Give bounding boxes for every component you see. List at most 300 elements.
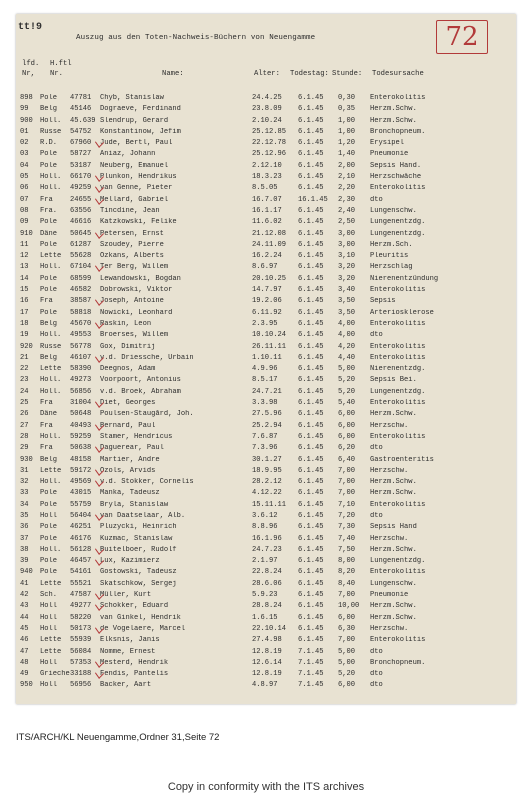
row-cause: Herzschw. <box>370 421 409 430</box>
row-cause: Lungenschw. <box>370 579 417 588</box>
row-name: Mellard, Gabriel <box>100 195 169 204</box>
header-nr: Nr, <box>22 70 35 78</box>
row-prisoner-number: 46251 <box>70 523 92 532</box>
row-death-date: 6.1.45 <box>298 297 324 306</box>
table-row <box>20 139 512 150</box>
row-nationality: Pole <box>40 568 58 577</box>
row-cause: Herzm.Schw. <box>370 489 417 498</box>
row-birth-date: 24.7.23 <box>252 545 282 554</box>
row-lfd: 15 <box>20 286 29 295</box>
row-death-date: 6.1.45 <box>298 410 324 419</box>
table-row <box>20 376 512 387</box>
table-row <box>20 501 512 512</box>
header-hftl: H.ftl <box>50 60 72 68</box>
row-name: Nowicki, Leonhard <box>100 308 173 317</box>
row-time: 0,30 <box>338 94 356 102</box>
row-cause: Herzschw. <box>370 534 409 543</box>
row-cause: Herzschw. <box>370 624 409 633</box>
row-death-date: 6.1.45 <box>298 636 324 645</box>
table-row <box>20 162 512 173</box>
row-name: Gostowski, Tadeusz <box>100 568 177 577</box>
row-prisoner-number: 31004 <box>70 399 92 408</box>
row-name: Lux, Kazimierz <box>100 557 160 566</box>
row-prisoner-number: 56128 <box>70 545 92 554</box>
table-row <box>20 523 512 534</box>
row-cause: Pneumonie <box>370 591 409 600</box>
table-row <box>20 343 512 354</box>
row-nationality: Fra <box>40 421 53 430</box>
table-row <box>20 444 512 455</box>
row-birth-date: 22.10.14 <box>252 624 287 633</box>
row-name: Petersen, Ernst <box>100 229 164 238</box>
row-cause: dto <box>370 331 383 340</box>
row-time: 6,00 <box>338 421 356 430</box>
row-lfd: 14 <box>20 274 29 283</box>
header-name: Name: <box>162 70 184 78</box>
row-time: 10,00 <box>338 602 360 611</box>
row-nationality: Fra <box>40 297 53 306</box>
row-cause: Lungenentzdg. <box>370 557 426 566</box>
table-row <box>20 636 512 647</box>
table-row <box>20 128 512 139</box>
row-prisoner-number: 45.639 <box>70 116 96 125</box>
table-row <box>20 478 512 489</box>
table-row <box>20 320 512 331</box>
table-row <box>20 557 512 568</box>
row-lfd: 48 <box>20 658 29 667</box>
row-prisoner-number: 49569 <box>70 478 92 487</box>
row-lfd: 04 <box>20 161 29 170</box>
row-name: Chyb, Stanislaw <box>100 94 164 102</box>
row-cause: Nierenentzdg. <box>370 365 426 374</box>
row-lfd: 36 <box>20 523 29 532</box>
row-lfd: 920 <box>20 342 33 351</box>
row-prisoner-number: 53187 <box>70 161 92 170</box>
row-birth-date: 24.11.09 <box>252 240 287 249</box>
row-time: 6,30 <box>338 624 356 633</box>
row-prisoner-number: 49553 <box>70 331 92 340</box>
row-birth-date: 16.7.07 <box>252 195 282 204</box>
row-nationality: Lette <box>40 647 62 656</box>
row-birth-date: 25.2.94 <box>252 421 282 430</box>
row-cause: Herzm.Schw. <box>370 410 417 419</box>
row-time: 6,40 <box>338 455 356 464</box>
row-nationality: Holl <box>40 624 58 633</box>
row-name: Jude, Bertl, Paul <box>100 139 173 148</box>
row-time: 7,30 <box>338 523 356 532</box>
row-lfd: 09 <box>20 218 29 227</box>
row-name: Diet, Georges <box>100 399 156 408</box>
row-name: Elksnis, Janis <box>100 636 160 645</box>
row-prisoner-number: 49277 <box>70 602 92 611</box>
row-nationality: Belg <box>40 455 58 464</box>
row-lfd: 34 <box>20 500 29 509</box>
row-time: 8,00 <box>338 557 356 566</box>
table-row <box>20 117 512 128</box>
row-birth-date: 28.6.06 <box>252 579 282 588</box>
table-row <box>20 184 512 195</box>
row-birth-date: 28.8.24 <box>252 602 282 611</box>
row-birth-date: 10.10.24 <box>252 331 287 340</box>
row-lfd: 06 <box>20 184 29 193</box>
row-death-date: 6.1.45 <box>298 466 324 475</box>
row-cause: Herzm.Schw. <box>370 116 417 125</box>
row-lfd: 33 <box>20 489 29 498</box>
table-row <box>20 297 512 308</box>
row-prisoner-number: 47587 <box>70 591 92 600</box>
row-nationality: Holl. <box>40 432 62 441</box>
row-nationality: Holl <box>40 681 58 690</box>
row-birth-date: 8.5.05 <box>252 184 278 193</box>
table-row <box>20 365 512 376</box>
table-row <box>20 681 512 692</box>
row-cause: Gastroenteritis <box>370 455 434 464</box>
row-cause: Herzm.Sch. <box>370 240 413 249</box>
row-cause: Herzm.Schw. <box>370 602 417 611</box>
row-name: Slendrup, Gerard <box>100 116 169 125</box>
row-name: Bryla, Stanislaw <box>100 500 169 509</box>
row-birth-date: 16.1.17 <box>252 206 282 215</box>
table-row <box>20 275 512 286</box>
row-cause: Bronchopneum. <box>370 658 426 667</box>
row-time: 5,40 <box>338 399 356 408</box>
row-lfd: 49 <box>20 670 29 679</box>
row-birth-date: 24.7.21 <box>252 387 282 396</box>
row-nationality: Holl. <box>40 387 62 396</box>
row-name: Backer, Aart <box>100 681 152 690</box>
row-time: 3,20 <box>338 274 356 283</box>
copy-footer: Copy in conformity with the ITS archives <box>167 781 365 793</box>
row-birth-date: 3.6.12 <box>252 511 278 520</box>
row-nationality: Holl. <box>40 478 62 487</box>
row-death-date: 6.1.45 <box>298 421 324 430</box>
row-name: Aniaz, Johann <box>100 150 156 159</box>
row-death-date: 6.1.45 <box>298 523 324 532</box>
row-cause: Pneumonie <box>370 150 409 159</box>
row-nationality: Holl. <box>40 376 62 385</box>
corner-mark: tt!9 <box>18 22 43 33</box>
document-page <box>16 14 516 704</box>
row-lfd: 950 <box>20 681 33 690</box>
row-prisoner-number: 56084 <box>70 647 92 656</box>
row-time: 7,20 <box>338 511 356 520</box>
row-death-date: 6.1.45 <box>298 308 324 317</box>
row-prisoner-number: 57353 <box>70 658 92 667</box>
row-name: van Genne, Pieter <box>100 184 173 193</box>
row-nationality: Pole <box>40 489 58 498</box>
row-prisoner-number: 63556 <box>70 206 92 215</box>
row-birth-date: 2.1.97 <box>252 557 278 566</box>
row-lfd: 46 <box>20 636 29 645</box>
row-nationality: Holl. <box>40 263 62 272</box>
row-name: Konstantinow, Jefim <box>100 127 181 136</box>
row-birth-date: 8.8.96 <box>252 523 278 532</box>
row-nationality: Fra <box>40 444 53 453</box>
row-prisoner-number: 56956 <box>70 681 92 690</box>
row-prisoner-number: 55628 <box>70 252 92 261</box>
row-time: 3,00 <box>338 229 356 238</box>
row-death-date: 6.1.45 <box>298 376 324 385</box>
row-prisoner-number: 67104 <box>70 263 92 272</box>
row-lfd: 25 <box>20 399 29 408</box>
row-time: 2,40 <box>338 206 356 215</box>
row-name: Bernard, Paul <box>100 421 156 430</box>
row-lfd: 43 <box>20 602 29 611</box>
table-row <box>20 648 512 659</box>
row-birth-date: 27.4.98 <box>252 636 282 645</box>
table-row <box>20 207 512 218</box>
row-prisoner-number: 50645 <box>70 229 92 238</box>
row-cause: Enterokolitis <box>370 500 426 509</box>
row-death-date: 6.1.45 <box>298 545 324 554</box>
header-age: Alter: <box>254 70 280 78</box>
table-row <box>20 263 512 274</box>
row-death-date: 6.1.45 <box>298 150 324 159</box>
table-row <box>20 625 512 636</box>
row-name: Ozkans, Alberts <box>100 252 164 261</box>
row-time: 6,00 <box>338 410 356 419</box>
row-name: Tincdine, Jean <box>100 206 160 215</box>
row-lfd: 27 <box>20 421 29 430</box>
table-row <box>20 252 512 263</box>
row-lfd: 45 <box>20 624 29 633</box>
row-lfd: 13 <box>20 263 29 272</box>
row-death-date: 6.1.45 <box>298 489 324 498</box>
row-cause: dto <box>370 444 383 453</box>
row-prisoner-number: 46107 <box>70 353 92 362</box>
row-nationality: Holl <box>40 613 58 622</box>
row-time: 1,40 <box>338 150 356 159</box>
row-time: 2,30 <box>338 195 356 204</box>
row-nationality: Russe <box>40 127 62 136</box>
row-death-date: 7.1.45 <box>298 670 324 679</box>
header-hour: Stunde: <box>332 70 363 78</box>
row-prisoner-number: 49259 <box>70 184 92 193</box>
row-time: 7,00 <box>338 636 356 645</box>
row-nationality: Pole <box>40 274 58 283</box>
row-lfd: 42 <box>20 591 29 600</box>
row-birth-date: 16.1.96 <box>252 534 282 543</box>
document-title: Auszug aus den Toten-Nachweis-Büchern von Neuengamme <box>76 34 316 42</box>
row-prisoner-number: 58390 <box>70 365 92 374</box>
table-row <box>20 354 512 365</box>
row-death-date: 6.1.45 <box>298 229 324 238</box>
table-row <box>20 150 512 161</box>
row-lfd: 07 <box>20 195 29 204</box>
row-death-date: 6.1.45 <box>298 432 324 441</box>
row-lfd: 910 <box>20 229 33 238</box>
row-prisoner-number: 46582 <box>70 286 92 295</box>
row-cause: Enterokolitis <box>370 94 426 102</box>
row-time: 1,00 <box>338 116 356 125</box>
row-lfd: 23 <box>20 376 29 385</box>
row-death-date: 6.1.45 <box>298 455 324 464</box>
row-lfd: 37 <box>20 534 29 543</box>
row-nationality: Pole <box>40 218 58 227</box>
row-nationality: Grieche <box>40 670 70 679</box>
row-time: 5,00 <box>338 647 356 656</box>
row-lfd: 898 <box>20 94 33 102</box>
row-time: 6,00 <box>338 432 356 441</box>
row-cause: dto <box>370 511 383 520</box>
table-row <box>20 512 512 523</box>
row-nationality: Holl. <box>40 331 62 340</box>
row-cause: Sepsis Hand <box>370 523 417 532</box>
table-header <box>22 60 512 90</box>
table-row <box>20 535 512 546</box>
row-death-date: 6.1.45 <box>298 353 324 362</box>
row-time: 1,20 <box>338 139 356 148</box>
header-date: Todestag: <box>290 70 329 78</box>
row-birth-date: 2.12.10 <box>252 161 282 170</box>
row-cause: Herzm.Schw. <box>370 545 417 554</box>
row-nationality: Pole <box>40 523 58 532</box>
row-death-date: 6.1.45 <box>298 240 324 249</box>
row-birth-date: 1.6.15 <box>252 613 278 622</box>
row-cause: Enterokolitis <box>370 399 426 408</box>
row-nationality: Pole <box>40 286 58 295</box>
row-time: 7,50 <box>338 545 356 554</box>
row-death-date: 6.1.45 <box>298 94 324 102</box>
row-death-date: 6.1.45 <box>298 206 324 215</box>
table-row <box>20 467 512 478</box>
row-lfd: 11 <box>20 240 29 249</box>
row-name: Dograeve, Ferdinand <box>100 105 181 114</box>
row-time: 6,20 <box>338 444 356 453</box>
row-prisoner-number: 58220 <box>70 613 92 622</box>
row-time: 8,20 <box>338 568 356 577</box>
row-cause: Herzm.Schw. <box>370 478 417 487</box>
row-death-date: 6.1.45 <box>298 478 324 487</box>
row-time: 3,10 <box>338 252 356 261</box>
row-name: van Ginkel, Hendrik <box>100 613 181 622</box>
row-cause: Herzschwäche <box>370 173 422 182</box>
row-time: 6,00 <box>338 681 356 690</box>
row-death-date: 6.1.45 <box>298 274 324 283</box>
row-name: Broerses, Willem <box>100 331 169 340</box>
table-row <box>20 614 512 625</box>
table-row <box>20 196 512 207</box>
table-row <box>20 173 512 184</box>
row-cause: Arteriosklerose <box>370 308 434 317</box>
row-time: 4,00 <box>338 319 356 328</box>
row-cause: Herzschw. <box>370 466 409 475</box>
row-time: 7,00 <box>338 489 356 498</box>
row-birth-date: 1.10.11 <box>252 353 282 362</box>
table-row <box>20 331 512 342</box>
row-name: v.d. Driessche, Urbain <box>100 353 194 362</box>
row-death-date: 6.1.45 <box>298 500 324 509</box>
row-prisoner-number: 46457 <box>70 557 92 566</box>
row-cause: Lungenschw. <box>370 206 417 215</box>
row-time: 4,40 <box>338 353 356 362</box>
row-time: 7,10 <box>338 500 356 509</box>
row-cause: Enterokolitis <box>370 286 426 295</box>
row-time: 2,00 <box>338 161 356 170</box>
row-lfd: 47 <box>20 647 29 656</box>
row-birth-date: 16.2.24 <box>252 252 282 261</box>
table-row <box>20 602 512 613</box>
row-name: v.d. Stokker, Cornelis <box>100 478 194 487</box>
row-nationality: Holl <box>40 511 58 520</box>
row-name: van Daatselaar, Alb. <box>100 511 186 520</box>
row-cause: Bronchopneum. <box>370 127 426 136</box>
table-row <box>20 670 512 681</box>
row-name: Dobrowski, Viktor <box>100 286 173 295</box>
row-name: Kuzmac, Stanislaw <box>100 534 173 543</box>
row-death-date: 7.1.45 <box>298 647 324 656</box>
death-record-table <box>20 94 512 693</box>
row-name: Buitelboer, Rudolf <box>100 545 177 554</box>
row-lfd: 19 <box>20 331 29 340</box>
row-lfd: 31 <box>20 466 29 475</box>
row-cause: Herzm.Schw. <box>370 105 417 114</box>
row-death-date: 6.1.45 <box>298 444 324 453</box>
row-name: Stamer, Hendricus <box>100 432 173 441</box>
row-cause: Enterokolitis <box>370 636 426 645</box>
row-birth-date: 4.9.96 <box>252 365 278 374</box>
row-cause: Enterokolitis <box>370 432 426 441</box>
row-lfd: 28 <box>20 432 29 441</box>
row-time: 7,00 <box>338 591 356 600</box>
row-prisoner-number: 46176 <box>70 534 92 543</box>
row-death-date: 6.1.45 <box>298 319 324 328</box>
row-time: 3,00 <box>338 240 356 249</box>
row-birth-date: 6.11.92 <box>252 308 282 317</box>
row-nationality: Holl. <box>40 116 62 125</box>
row-time: 1,00 <box>338 127 356 136</box>
row-name: Fendis, Pantelis <box>100 670 169 679</box>
row-time: 8,40 <box>338 579 356 588</box>
row-lfd: 03 <box>20 150 29 159</box>
row-birth-date: 18.9.95 <box>252 466 282 475</box>
row-birth-date: 28.2.12 <box>252 478 282 487</box>
table-row <box>20 399 512 410</box>
row-lfd: 21 <box>20 353 29 362</box>
row-death-date: 6.1.45 <box>298 591 324 600</box>
row-birth-date: 25.12.85 <box>252 127 287 136</box>
header-nr2: Nr. <box>50 70 63 78</box>
row-death-date: 6.1.45 <box>298 624 324 633</box>
row-death-date: 6.1.45 <box>298 342 324 351</box>
row-lfd: 39 <box>20 557 29 566</box>
row-birth-date: 7.6.87 <box>252 432 278 441</box>
row-nationality: Holl. <box>40 545 62 554</box>
row-lfd: 01 <box>20 127 29 136</box>
row-birth-date: 2.3.95 <box>252 319 278 328</box>
row-birth-date: 20.10.25 <box>252 274 287 283</box>
page-number-box: 72 <box>436 20 488 54</box>
row-death-date: 6.1.45 <box>298 568 324 577</box>
row-nationality: Belg <box>40 105 58 114</box>
row-name: Martier, Andre <box>100 455 160 464</box>
row-cause: Sepsis Hand. <box>370 161 422 170</box>
row-birth-date: 22.8.24 <box>252 568 282 577</box>
row-nationality: Lette <box>40 579 62 588</box>
row-prisoner-number: 68599 <box>70 274 92 283</box>
row-nationality: Däne <box>40 410 58 419</box>
row-death-date: 6.1.45 <box>298 184 324 193</box>
row-nationality: Däne <box>40 229 58 238</box>
table-row <box>20 591 512 602</box>
row-prisoner-number: 59172 <box>70 466 92 475</box>
row-death-date: 6.1.45 <box>298 286 324 295</box>
row-death-date: 16.1.45 <box>298 195 328 204</box>
row-name: Manka, Tadeusz <box>100 489 160 498</box>
row-cause: Herzm.Schw. <box>370 613 417 622</box>
row-prisoner-number: 61287 <box>70 240 92 249</box>
row-birth-date: 4.12.22 <box>252 489 282 498</box>
